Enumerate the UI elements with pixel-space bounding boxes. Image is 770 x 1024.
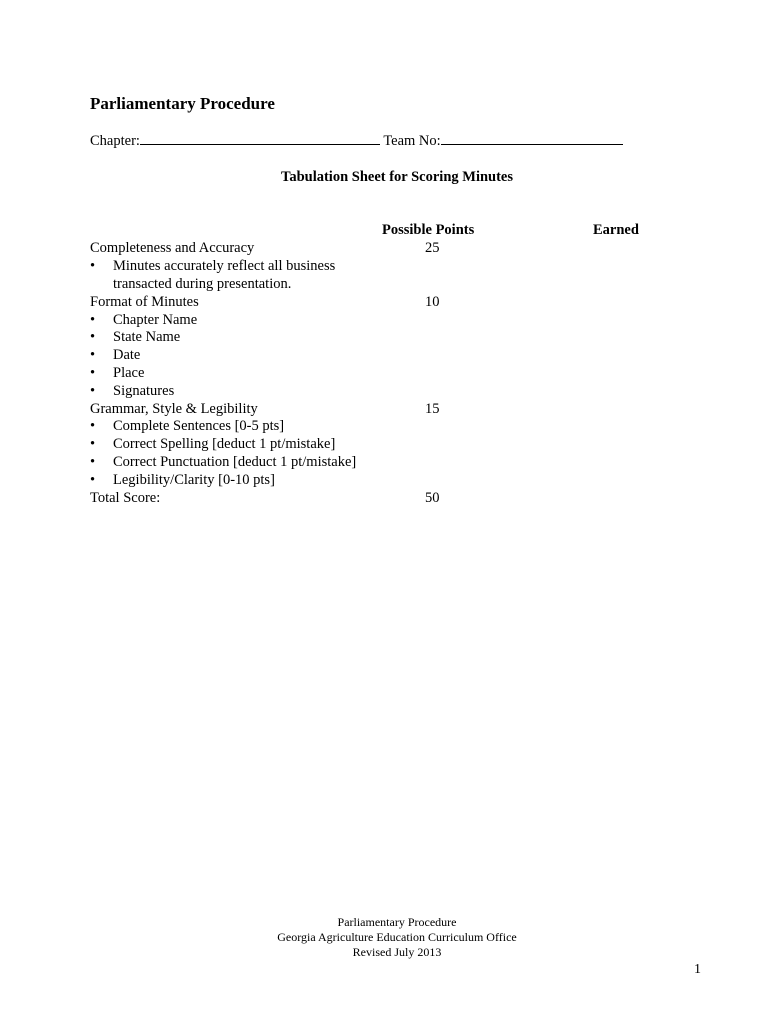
bullet-icon: • xyxy=(90,383,96,399)
bullet-icon: • xyxy=(90,329,96,345)
sheet-subtitle: Tabulation Sheet for Scoring Minutes xyxy=(280,169,514,185)
section-points-format: 10 xyxy=(425,294,440,310)
chapter-blank-line xyxy=(140,132,380,145)
section-label-grammar: Grammar, Style & Legibility xyxy=(90,401,258,417)
total-score-label: Total Score: xyxy=(90,490,161,506)
section-label-format: Format of Minutes xyxy=(90,294,199,310)
bullet-icon: • xyxy=(90,472,96,488)
total-score-points: 50 xyxy=(425,490,440,506)
bullet-icon: • xyxy=(90,365,96,381)
section-points-completeness: 25 xyxy=(425,240,440,256)
bullet-icon: • xyxy=(90,347,96,363)
footer-line-1: Parliamentary Procedure xyxy=(337,915,457,929)
team-label: Team No: xyxy=(383,133,441,149)
chapter-label: Chapter: xyxy=(90,133,140,149)
bullet-icon: • xyxy=(90,312,96,328)
possible-points-header: Possible Points xyxy=(382,222,475,238)
bullet-icon: • xyxy=(90,454,96,470)
document-title: Parliamentary Procedure xyxy=(90,94,275,113)
page-footer xyxy=(0,915,770,960)
earned-header: Earned xyxy=(593,222,639,238)
footer-line-2: Georgia Agriculture Education Curriculum Office xyxy=(277,930,517,944)
header-fields xyxy=(90,132,623,150)
bullet-icon: • xyxy=(90,436,96,452)
bullet-icon: • xyxy=(90,258,96,274)
section-points-grammar: 15 xyxy=(425,401,440,417)
footer-line-3: Revised July 2013 xyxy=(352,945,442,959)
section-label-completeness: Completeness and Accuracy xyxy=(90,240,255,256)
team-blank-line xyxy=(441,132,623,145)
bullet-icon: • xyxy=(90,418,96,434)
page-number: 1 xyxy=(694,962,701,977)
